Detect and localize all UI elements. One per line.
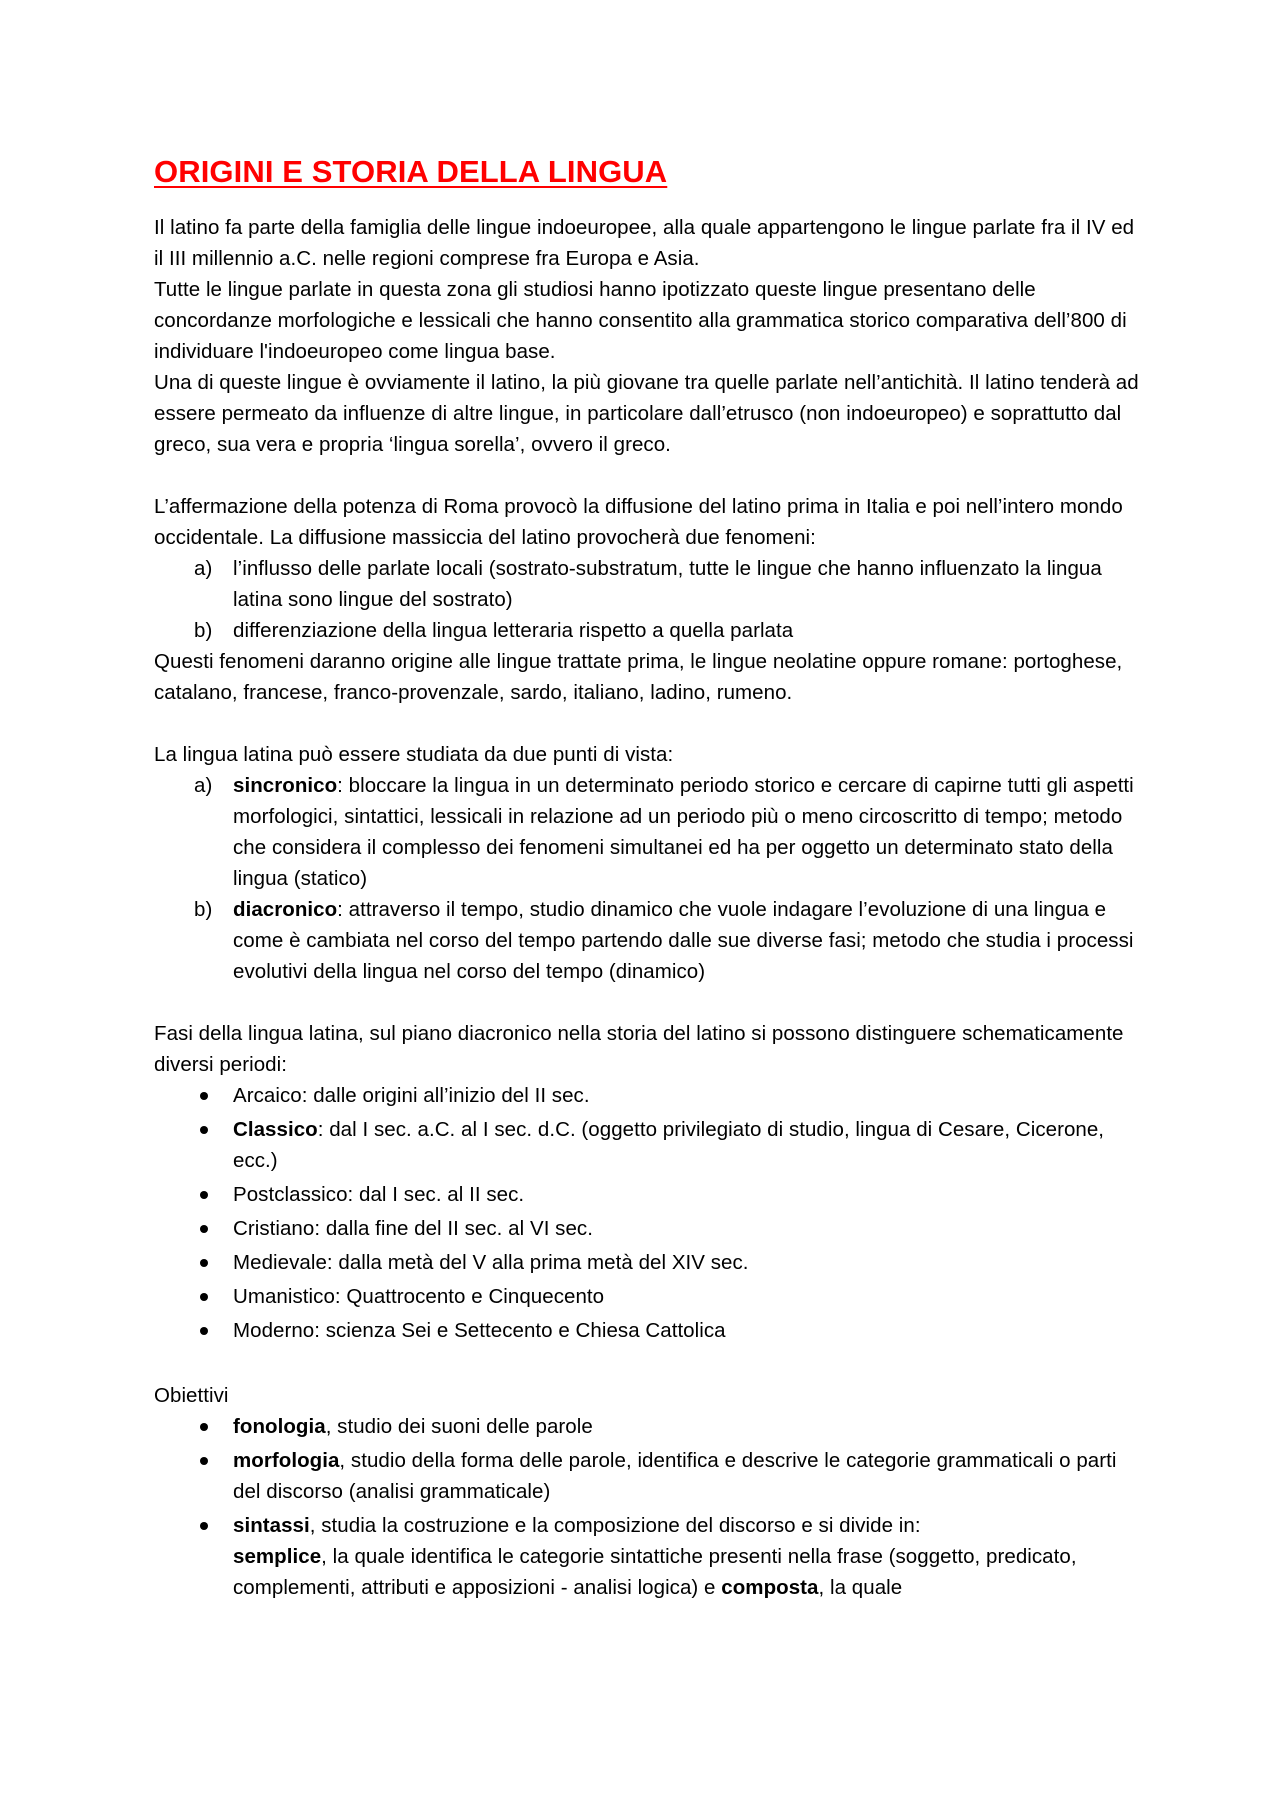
paragraph-phases: Fasi della lingua latina, sul piano diacronico nella storia del latino si possono distinguere schematicamente diversi periodi:	[154, 1022, 1124, 1076]
list-item	[154, 615, 1144, 646]
bullet-icon	[200, 1327, 208, 1335]
list-item	[154, 1114, 1144, 1176]
bullet-icon	[200, 1191, 208, 1199]
list-item	[154, 1411, 1144, 1442]
page-title: ORIGINI E STORIA DELLA LINGUA	[154, 154, 668, 189]
list-item	[154, 1179, 1144, 1210]
list-marker: b)	[194, 619, 213, 642]
list-item	[154, 894, 1144, 987]
list-marker: a)	[194, 774, 213, 797]
list-item-text: : bloccare la lingua in un determinato periodo storico e cercare di capirne tutti gli aspetti morfologici, sintattici, lessicali in relazione ad un periodo più o meno circoscritto di tempo; metodo che considera il complesso dei fenomeni simultanei ed ha per oggetto un determinato stato della lingua (statico)	[233, 774, 1134, 890]
list-item	[154, 1510, 1144, 1603]
list-item-text: l’influsso delle parlate locali (sostrato-substratum, tutte le lingue che hanno influenzato la lingua latina sono lingue del sostrato)	[233, 557, 1102, 611]
spacer	[154, 1349, 1144, 1380]
term: fonologia	[233, 1415, 326, 1438]
list-item-text: , studia la costruzione e la composizione del discorso e si divide in:	[309, 1514, 921, 1537]
list-marker: b)	[194, 898, 213, 921]
bullet-icon	[200, 1522, 208, 1530]
list-item-text: , la quale	[818, 1576, 903, 1599]
bullet-icon	[200, 1259, 208, 1267]
bullet-icon	[200, 1423, 208, 1431]
viewpoints-list	[154, 770, 1144, 987]
list-item	[154, 1315, 1144, 1346]
list-marker: a)	[194, 557, 213, 580]
list-item	[154, 1445, 1144, 1507]
sentence: Il latino fa parte della famiglia delle lingue indoeuropee, alla quale appartengono le lingue parlate fra il IV ed il III millennio a.C. nelle regioni comprese fra Europa e Asia.	[154, 216, 1135, 270]
list-item-text: Cristiano: dalla fine del II sec. al VI sec.	[233, 1217, 593, 1240]
list-item	[154, 553, 1144, 615]
sentence: Tutte le lingue parlate in questa zona gli studiosi hanno ipotizzato queste lingue presentano delle concordanze morfologiche e lessicali che hanno consentito alla grammatica storico comparativa dell’800 di individuare l'indoeuropeo come lingua base.	[154, 278, 1127, 363]
paragraph-origins	[154, 212, 1144, 460]
list-item	[154, 1080, 1144, 1111]
list-item	[154, 770, 1144, 894]
paragraph-objectives: Obiettivi	[154, 1384, 229, 1407]
bullet-icon	[200, 1092, 208, 1100]
bullet-icon	[200, 1225, 208, 1233]
list-item-text: : dal I sec. a.C. al I sec. d.C. (oggetto privilegiato di studio, lingua di Cesare, Cicerone, ecc.)	[233, 1118, 1105, 1172]
spacer	[154, 987, 1144, 1018]
term: morfologia	[233, 1449, 340, 1472]
list-item-text: : attraverso il tempo, studio dinamico che vuole indagare l’evoluzione di una lingua e come è cambiata nel corso del tempo partendo dalle sue diverse fasi; metodo che studia i processi evolutivi della lingua nel corso del tempo (dinamico)	[233, 898, 1134, 983]
term: diacronico	[233, 898, 338, 921]
document-page	[154, 150, 1144, 1606]
bullet-icon	[200, 1457, 208, 1465]
list-item-text: Arcaico: dalle origini all’inizio del II sec.	[233, 1084, 590, 1107]
list-item	[154, 1247, 1144, 1278]
list-item-text: , la quale identifica le categorie sintattiche presenti nella frase (soggetto, predicato, complementi, attributi e apposizioni - analisi logica) e	[233, 1545, 1077, 1599]
list-item-text: Medievale: dalla metà del V alla prima metà del XIV sec.	[233, 1251, 749, 1274]
paragraph-diffusion: L’affermazione della potenza di Roma provocò la diffusione del latino prima in Italia e poi nell’intero mondo occidentale. La diffusione massiccia del latino provocherà due fenomeni:	[154, 495, 1123, 549]
list-item	[154, 1281, 1144, 1312]
objectives-list	[154, 1411, 1144, 1603]
phenomena-list	[154, 553, 1144, 646]
sentence: Una di queste lingue è ovviamente il latino, la più giovane tra quelle parlate nell’antichità. Il latino tenderà ad essere permeato da influenze di altre lingue, in particolare dall’etrusco (non indoeuropeo) e soprattutto dal greco, sua vera e propria ‘lingua sorella’, ovvero il greco.	[154, 371, 1139, 456]
bullet-icon	[200, 1126, 208, 1134]
paragraph-neolatin: Questi fenomeni daranno origine alle lingue trattate prima, le lingue neolatine oppure romane: portoghese, catalano, francese, franco-provenzale, sardo, italiano, ladino, rumeno.	[154, 650, 1123, 704]
spacer	[154, 708, 1144, 739]
term: semplice	[233, 1545, 322, 1568]
spacer	[154, 460, 1144, 491]
phases-list	[154, 1080, 1144, 1346]
term: Classico	[233, 1118, 318, 1141]
term: composta	[721, 1576, 819, 1599]
list-item-text: , studio della forma delle parole, identifica e descrive le categorie grammaticali o parti del discorso (analisi grammaticale)	[233, 1449, 1117, 1503]
list-item-text: Moderno: scienza Sei e Settecento e Chiesa Cattolica	[233, 1319, 726, 1342]
term: sincronico	[233, 774, 338, 797]
paragraph-viewpoints: La lingua latina può essere studiata da due punti di vista:	[154, 743, 674, 766]
list-item-text: Umanistico: Quattrocento e Cinquecento	[233, 1285, 605, 1308]
bullet-icon	[200, 1293, 208, 1301]
term: sintassi	[233, 1514, 310, 1537]
list-item-text: Postclassico: dal I sec. al II sec.	[233, 1183, 525, 1206]
list-item-text: , studio dei suoni delle parole	[325, 1415, 593, 1438]
list-item	[154, 1213, 1144, 1244]
list-item-text: differenziazione della lingua letteraria rispetto a quella parlata	[233, 619, 794, 642]
